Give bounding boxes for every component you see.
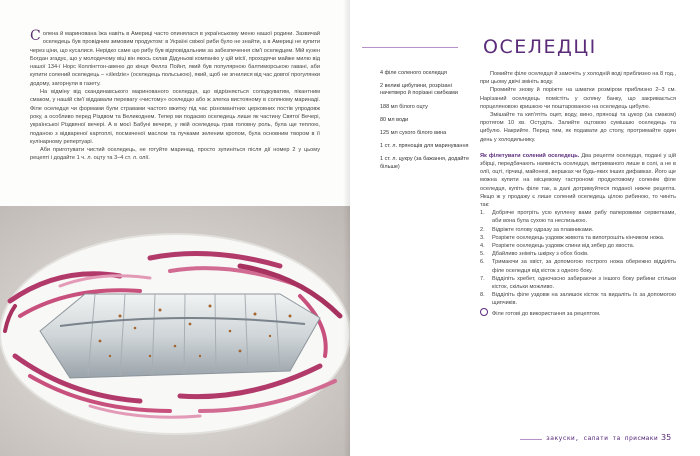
footer-rule [520, 439, 542, 440]
page-number: 35 [661, 433, 672, 442]
filleting-step: 3. Розріжте оселедець уздовж живота та випотрошіть кінчиком ножа. [480, 234, 665, 241]
intro-paragraph-3: Аби приготувати чистий оселедець, не готуйте маринад, просто зупиніться після дії номер 2 у цьому рецепті і додайте 1 ч. л. оцту та 3–4 ст. л. олії. [30, 147, 320, 162]
title-band [362, 34, 700, 64]
recipe-title: ОСЕЛЕДЦІ [483, 36, 597, 58]
method-step-3: Змішайте та кип'ятіть оцет, воду, вино, прянощі та цукор (за смаком) протягом 10 хв. Остудіть. Залийте оцтовою сумішшю оселедець та цибулю. Накрийте. Перед тим, як подавати до столу, протримайте один день у холодильнику. [480, 112, 676, 143]
bullet-circle-icon [480, 308, 488, 316]
ingredient-item: 4 філе соленого оселедця [380, 70, 447, 76]
method-step-2: Промийте знову й поріжте на шматки розміром приблизно 2–3 см. Нарізаний оселедець помістіть у скляну банку, що закривається порцеляновою кришкою чи поштарованою на оселедець цибулю. [480, 87, 676, 110]
howto-paragraph [480, 152, 676, 209]
intro-paragraph-1 [30, 30, 320, 88]
filleting-step: 2. Відріжте голову одразу за плавниками. [480, 226, 594, 233]
title-rule [362, 47, 458, 48]
intro-paragraph-2: На відміну від скандинавського маринованого оселедця, що відрізняється солодкуватим, пікантним смаком, у нашій сім'ї віддавали перевагу «чистому» оселедцю або ж злегка вистояному в соляному маринаді. Філе оселедця чи формами були стравами частого вжитку під час різноманітних церковних постів упродовж року, а особливо перед Різдвом та Великоднем. Тепер ми подаємо оселедець лише як частину Святої Вечері, українськоі Різдвяної вечері. А в моєї Бабуні вечеря, у якій оселедець грав головну роль, була ще теплою, поданою з відвареної картоплі, посмаченої маслом та пучками зеленим кропом, була основним твором в її кулінарному репертуарі. [30, 89, 320, 145]
ingredient-item: 1 ст. л. прянощів для маринування [380, 143, 469, 150]
herring-fillets [40, 294, 320, 378]
filleting-step: 1. Добряче протріть усю куплену вами рибу паперовими серветками, аби вона була сухою та неслизькою. [480, 210, 676, 225]
ingredient-item: 125 мл сухого білого вина [380, 130, 447, 137]
filleting-steps [480, 209, 676, 307]
filleting-step: 4. Розріжте оселедець уздовж спини від зябер до хвоста. [480, 243, 635, 250]
section-label: закуски, салати та присмаки [546, 434, 658, 442]
drop-cap: С [30, 28, 41, 44]
howto-text: Два рецепти оселедця, подані у цій збірці, передбачають наявність оселедця, витриманого лише в солі, а не в олії, оцті, гірчиці, майонезі, вершках чи будь-яких інших дифавках. Його ще можна купити на місцевому гастрономі продуктовому соленім філе оселедця, купіть філе так, а далі дотримуйтеся поданої нижче рецепта. Якщо ж у продажу є лише солений оселедець цілою рибиною, то чиніть так: [480, 152, 677, 209]
method-step-1: Помийте філе оселедця й замочіть у холодній воді приблизно на 8 год., при цьому двічі змініть воду. [480, 71, 676, 86]
howto-heading: Як філетувати солений оселедець. [480, 152, 580, 159]
filleting-step: 5. Дбайливо зніміть шкірку з обох боків. [480, 251, 589, 258]
filleting-step: 8. Відділіть філе уздовж на залишок кісток та видаліть їх за допомогою щипчиків. [480, 292, 676, 307]
filleting-step: 6. Тримаючи за хвіст, за допомогою гострого ножа обережно відділіть філе оселедця від кісток з одного боку. [480, 259, 676, 274]
paragraph-text: олена й маринована їжа навіть в Америці часто опинялася в українському меню нашої родини. Зазвичай оселедець був провідним зимовим продуктом: в Україні свіжої риби було не знайти, а в Америці не купити через ціни, що кусалися. Нерідко саме цю рибу був відповідальним за забезпечення сім'ї оселедцем. Мій кузен Богдан згадує, що у молодечому віці він якось склав Дідуньові компанію у цій місії, проходячи майже милю від нашої 134-ї Норс Коллінгтон-авеню до кінця Феллз Пойнт, який був популярною балтиморською гавані, аби купити солений оселедець – «śledzie» (оселедець польською), який, щоб не згнилися від час довгої прогулянки додому, загорнули в газету. [30, 31, 320, 87]
done-note: Філе готові до використання за рецептом. [480, 308, 676, 318]
ingredient-item: 2 великі цибулини, розрізані начетверо й порізані скибками [380, 83, 458, 97]
intro-text [30, 30, 320, 163]
method-text [480, 70, 676, 318]
ingredients-list [380, 70, 470, 177]
ingredient-item: 80 мл води [380, 116, 409, 123]
ingredient-item: 1 ст. л. цукру (за бажання, додайте більше) [380, 156, 470, 170]
herring-plate-photo [0, 206, 350, 456]
ingredient-item: 188 мл білого оцту [380, 103, 428, 110]
filleting-step: 7. Відділіть хребет, одночасно забираючи з іншого боку рибини стільки кісток, скільки можливо. [480, 275, 676, 291]
page-footer [520, 433, 700, 445]
